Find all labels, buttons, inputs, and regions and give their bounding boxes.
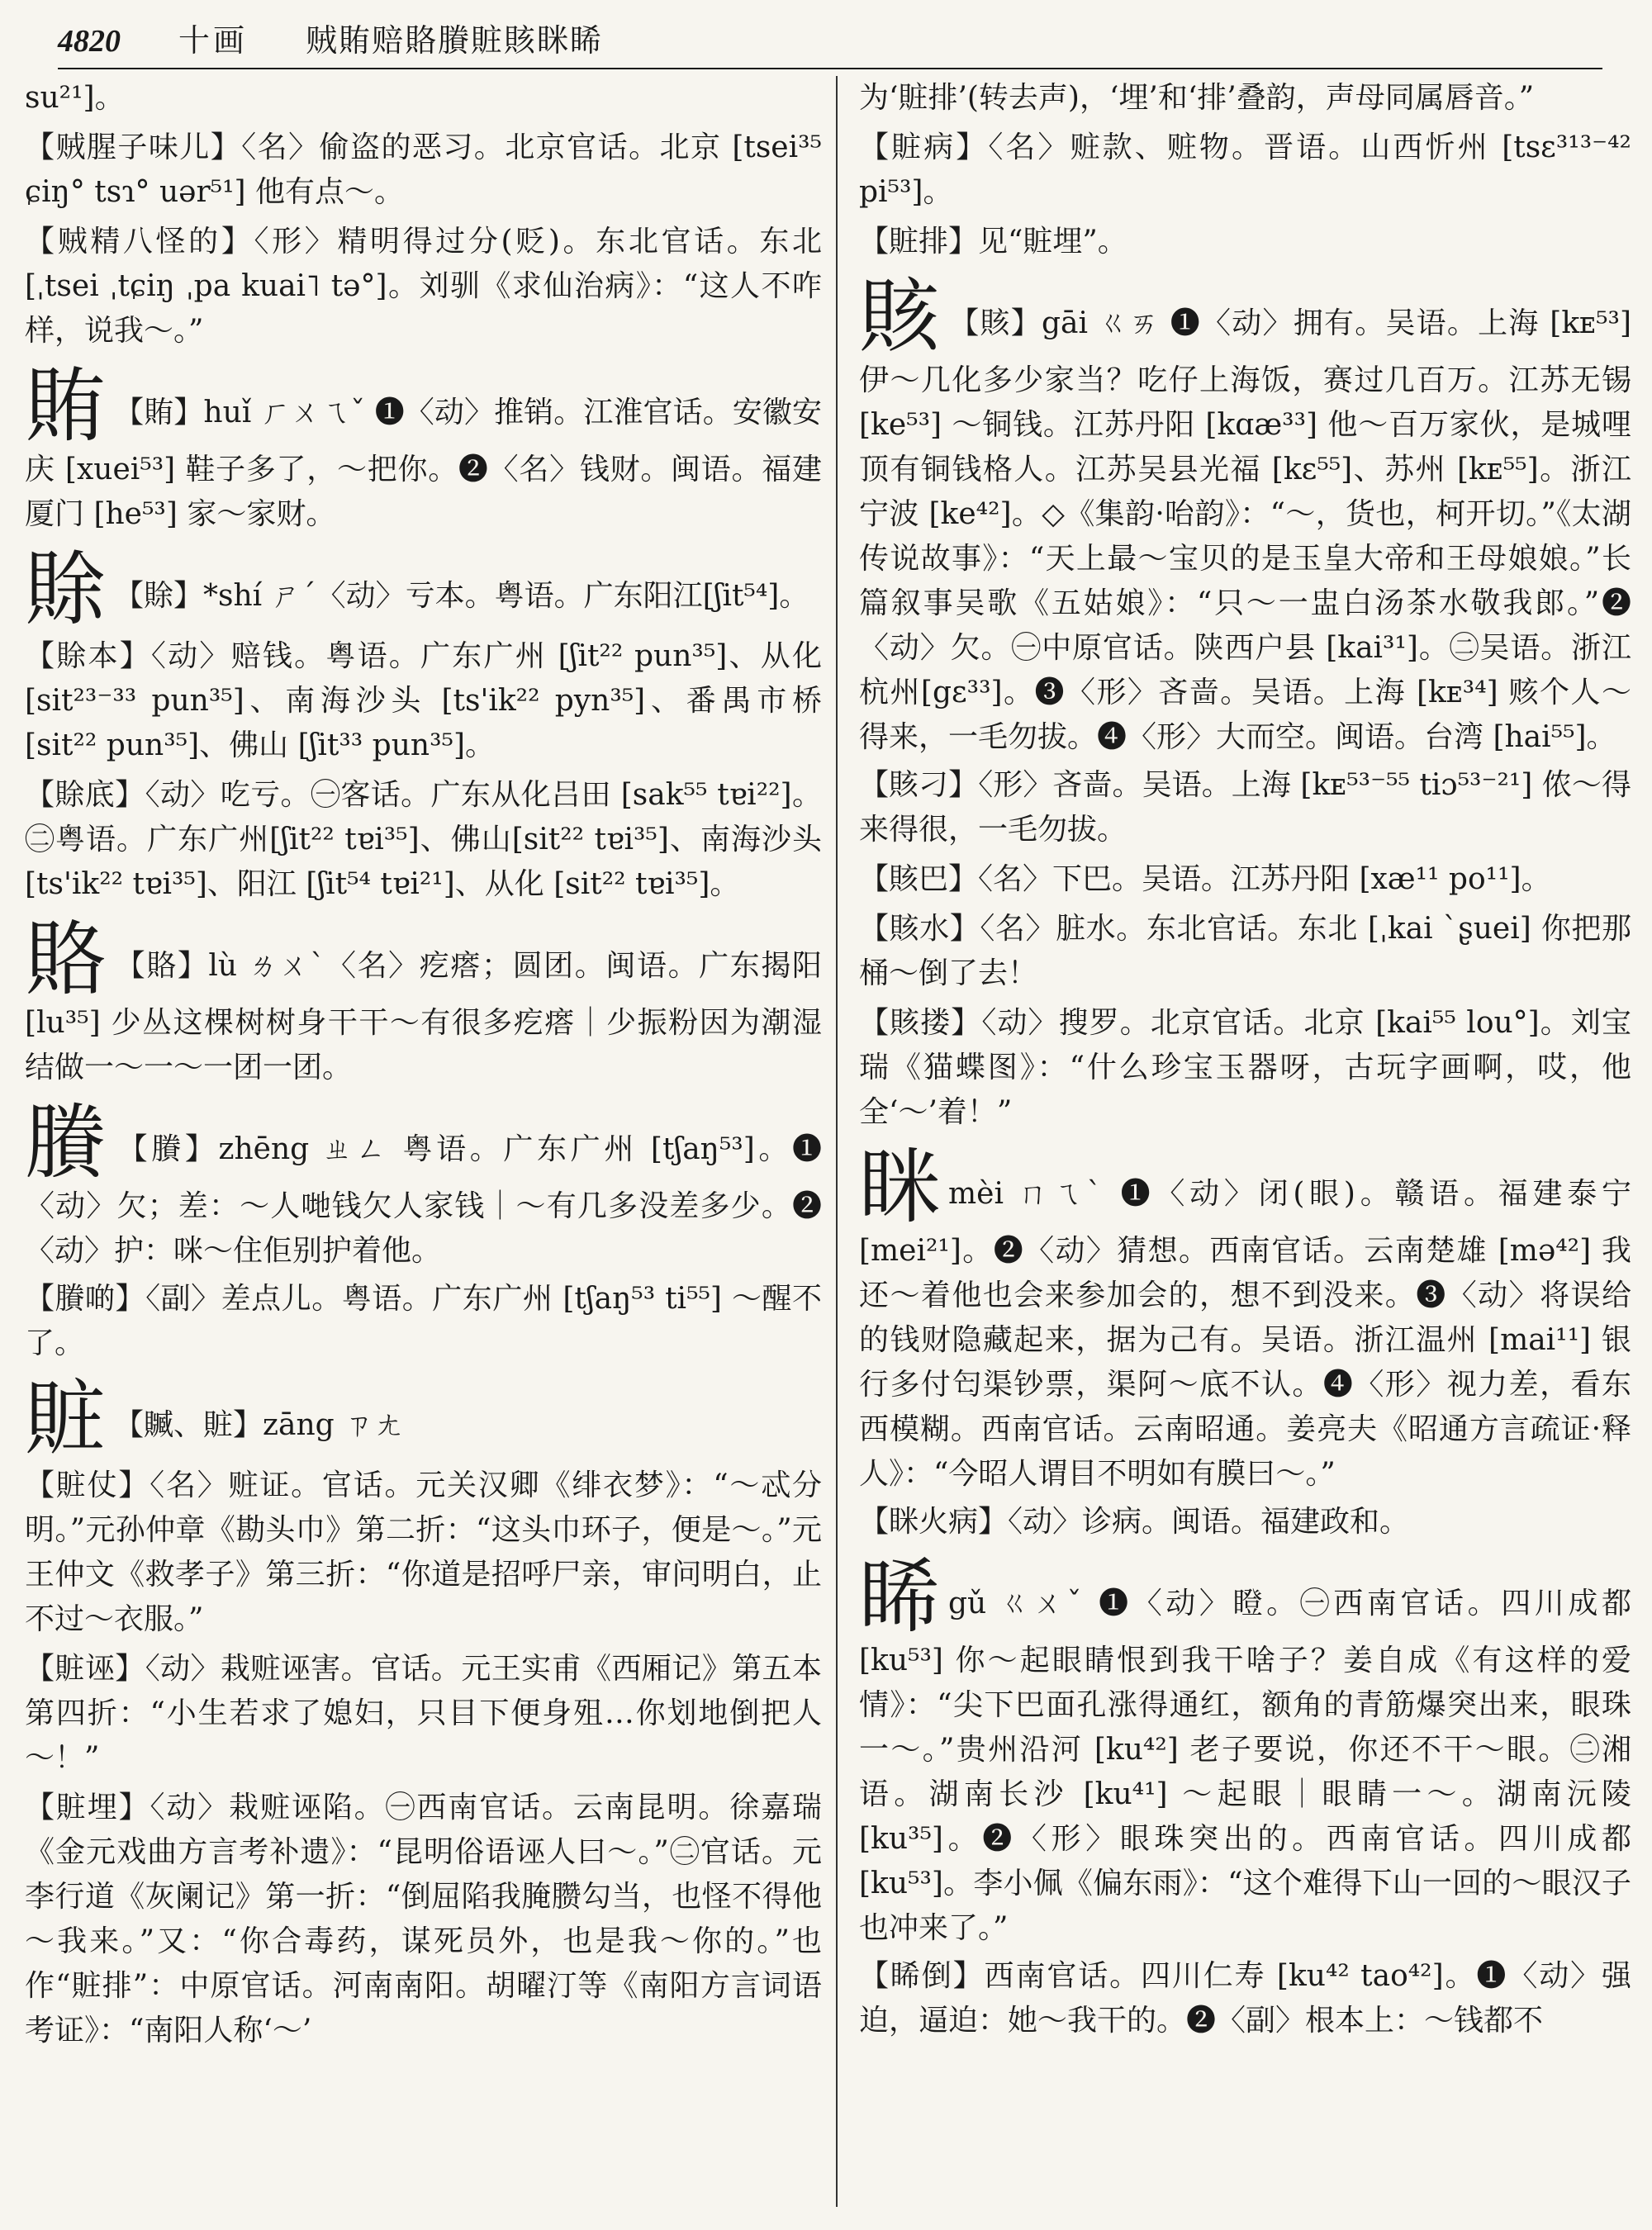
headword-char: 睎: [859, 1550, 941, 1644]
entry-text: mèi ㄇㄟˋ ❶〈动〉闭(眼)。赣语。福建泰宁 [mei²¹]。❷〈动〉猜想。西南官话。云南楚雄 [mə⁴²] 我还～着他也会来参加会的，想不到没来。❸〈动〉将误给的钱财隐藏起来，据为己有。吴语。浙江温州 [mai¹¹] 银行多付匄渠钞票，渠阿～底不认。❹〈形〉视力差，看东西模糊。西南官话。云南昭通。姜亮夫《昭通方言疏证·释人》：“今昭人谓目不明如有膜曰～。”: [859, 1177, 1631, 1491]
headword-char: 賂: [25, 913, 107, 1007]
entry-text: 【贼腥子味儿】〈名〉偷盗的恶习。北京官话。北京 [tsei³⁵ ɕiŋ° tsɿ° uər⁵¹] 他有点～。: [25, 130, 822, 209]
headword-entry: [859, 1141, 1631, 1497]
entry-text: 【賖】*shí ㄕˊ〈动〉亏本。粤语。广东阳江[ʃit⁵⁴]。: [114, 579, 809, 613]
entry-text: 【贼精八怪的】〈形〉精明得过分(贬)。东北官话。东北 [ˌtsei ˌtɕiŋ ˌpa kuai˥ tə°]。刘驯《求仙治病》：“这人不咋样，说我～。”: [25, 225, 822, 348]
entry-text: 【賍病】〈名〉赃款、赃物。晋语。山西忻州 [tsɛ³¹³⁻⁴² pi⁵³]。: [859, 130, 1631, 209]
headword-entry: [25, 543, 822, 637]
header-characters: 贼賄赔賂賸賍賅眯睎: [306, 22, 604, 59]
entry-text: 【賄】huǐ ㄏㄨㄟˇ ❶〈动〉推销。江淮官话。安徽安庆 [xuei⁵³] 鞋子多了，～把你。❷〈名〉钱财。闽语。福建厦门 [he⁵³] 家～家财。: [25, 396, 822, 531]
headword-char: 賅: [859, 270, 941, 364]
headword-entry: [25, 1096, 822, 1274]
entry-text: 【贓、賍】zāng ㄗㄤ: [114, 1408, 404, 1442]
headword-entry: [25, 359, 822, 537]
entry-text: 【賸啲】〈副〉差点儿。粤语。广东广州 [tʃaŋ⁵³ ti⁵⁵] ～醒不了。: [25, 1282, 822, 1360]
headword-entry: [859, 270, 1631, 760]
headword-entry: [25, 1372, 822, 1466]
headword-entry: [859, 1550, 1631, 1951]
entry-text: 【賖底】〈动〉吃亏。㊀客话。广东从化吕田 [sak⁵⁵ tɐi²²]。㊁粤语。广东广州[ʃit²² tɐi³⁵]、佛山[sit²² tɐi³⁵]、南海沙头 [ts'ik²² tɐi³⁵]、阳江 [ʃit⁵⁴ tɐi²¹]、从化 [sit²² tɐi³⁵]。: [25, 778, 822, 901]
entry-text: 【賖本】〈动〉赔钱。粤语。广东广州 [ʃit²² pun³⁵]、从化 [sit²³⁻³³ pun³⁵]、南海沙头 [ts'ik²² pyn³⁵]、番禺市桥 [sit²² pun³⁵]、佛山 [ʃit³³ pun³⁵]。: [25, 639, 822, 762]
right-column: [859, 76, 1631, 2207]
page-number: 4820: [58, 24, 121, 59]
headword-char: 賸: [25, 1096, 107, 1190]
entry-text: 为‘賍排’(转去声)，‘埋’和‘排’叠韵，声母同属唇音。”: [859, 81, 1535, 115]
headword-char: 眯: [859, 1141, 941, 1235]
entry-text: 【賅刁】〈形〉吝啬。吴语。上海 [kᴇ⁵³⁻⁵⁵ tiɔ⁵³⁻²¹] 侬～得来得很，一毛勿拔。: [859, 768, 1631, 847]
headword-char: 賖: [25, 543, 107, 637]
headword-char: 賍: [25, 1372, 107, 1466]
left-column: [25, 76, 822, 2207]
entry-text: 【賅巴】〈名〉下巴。吴语。江苏丹阳 [xæ¹¹ po¹¹]。: [859, 862, 1551, 896]
headword-entry: [25, 913, 822, 1090]
section-label: 十画: [178, 22, 249, 59]
entry-text: gǔ ㄍㄨˇ ❶〈动〉瞪。㊀西南官话。四川成都 [ku⁵³] 你～起眼睛恨到我干啥子？姜自成《有这样的爱情》：“尖下巴面孔涨得通红，额角的青筋爆突出来，眼珠一～。”贵州沿河 [ku⁴²] 老子要说，你还不干～眼。㊁湘语。湖南长沙 [ku⁴¹] ～起眼｜眼睛一～。湖南沅陵 [ku³⁵]。❷〈形〉眼珠突出的。西南官话。四川成都 [ku⁵³]。李小佩《偏东雨》：“这个难得下山一回的～眼汉子也冲来了。”: [859, 1587, 1631, 1945]
entry-text: 【賍诬】〈动〉栽赃诬害。官话。元王实甫《西厢记》第五本第四折：“小生若求了媳妇，只目下便身殂…你划地倒把人～！”: [25, 1652, 822, 1775]
entry-text: 【賸】zhēng ㄓㄥ 粤语。广东广州 [tʃaŋ⁵³]。❶〈动〉欠；差：～人哋钱欠人家钱｜～有几多没差多少。❷〈动〉护：咪～住佢别护着他。: [25, 1132, 822, 1268]
page-header: [58, 15, 1602, 69]
column-divider: [836, 76, 838, 2207]
entry-text: 【眯火病】〈动〉诊病。闽语。福建政和。: [859, 1505, 1410, 1539]
entry-text: 【賍排】见“賍埋”。: [859, 225, 1127, 259]
entry-text: 【賍仗】〈名〉赃证。官话。元关汉卿《绯衣梦》：“～忒分明。”元孙仲章《勘头巾》第二折：“这头巾环子，便是～。”元王仲文《救孝子》第三折：“你道是招呼尸亲，审问明白，止不过～衣服。”: [25, 1468, 822, 1636]
entry-text: 【賍埋】〈动〉栽赃诬陷。㊀西南官话。云南昆明。徐嘉瑞《金元戏曲方言考补遗》：“昆明俗语诬人曰～。”㊁官话。元李行道《灰阑记》第一折：“倒屈陷我腌臜勾当，也怪不得他～我来。”又：“你合毒药，谋死员外，也是我～你的。”也作“賍排”：中原官话。河南南阳。胡曜汀等《南阳方言词语考证》：“南阳人称‘～’: [25, 1791, 822, 2047]
entry-text: su²¹]。: [25, 81, 125, 115]
entry-text: 【賅】gāi ㄍㄞ ❶〈动〉拥有。吴语。上海 [kᴇ⁵³] 伊～几化多少家当？吃仔上海饭，赛过几百万。江苏无锡 [ke⁵³] ～铜钱。江苏丹阳 [kɑæ³³] 他～百万家伙，是城哩顶有铜钱格人。江苏吴县光福 [kɛ⁵⁵]、苏州 [kᴇ⁵⁵]。浙江宁波 [ke⁴²]。◇《集韵·咍韵》：“～，货也，柯开切。”《太湖传说故事》：“天上最～宝贝的是玉皇大帝和王母娘娘。”长篇叙事吴歌《五姑娘》：“只～一盅白汤茶水敬我郎。”❷〈动〉欠。㊀中原官话。陕西户县 [kai³¹]。㊁吴语。浙江杭州[gɛ³³]。❸〈形〉吝啬。吴语。上海 [kᴇ³⁴] 赅个人～得来，一毛勿拔。❹〈形〉大而空。闽语。台湾 [hai⁵⁵]。: [859, 306, 1631, 754]
entry-text: 【賅水】〈名〉脏水。东北官话。东北 [ˌkai ˋʂuei] 你把那桶～倒了去！: [859, 912, 1631, 990]
entry-text: 【賂】lù ㄌㄨˋ〈名〉疙瘩；圆团。闽语。广东揭阳 [lu³⁵] 少丛这棵树树身干干～有很多疙瘩｜少振粉因为潮湿结做一～一～一团一团。: [25, 949, 822, 1084]
entry-text: 【睎倒】西南官话。四川仁寿 [ku⁴² tao⁴²]。❶〈动〉强迫，逼迫：她～我干的。❷〈副〉根本上：～钱都不: [859, 1959, 1631, 2038]
entry-text: 【賅搂】〈动〉搜罗。北京官话。北京 [kai⁵⁵ lou°]。刘宝瑞《猫蝶图》：“什么珍宝玉器呀，古玩字画啊，哎，他全‘～’着！”: [859, 1006, 1631, 1129]
headword-char: 賄: [25, 359, 107, 453]
